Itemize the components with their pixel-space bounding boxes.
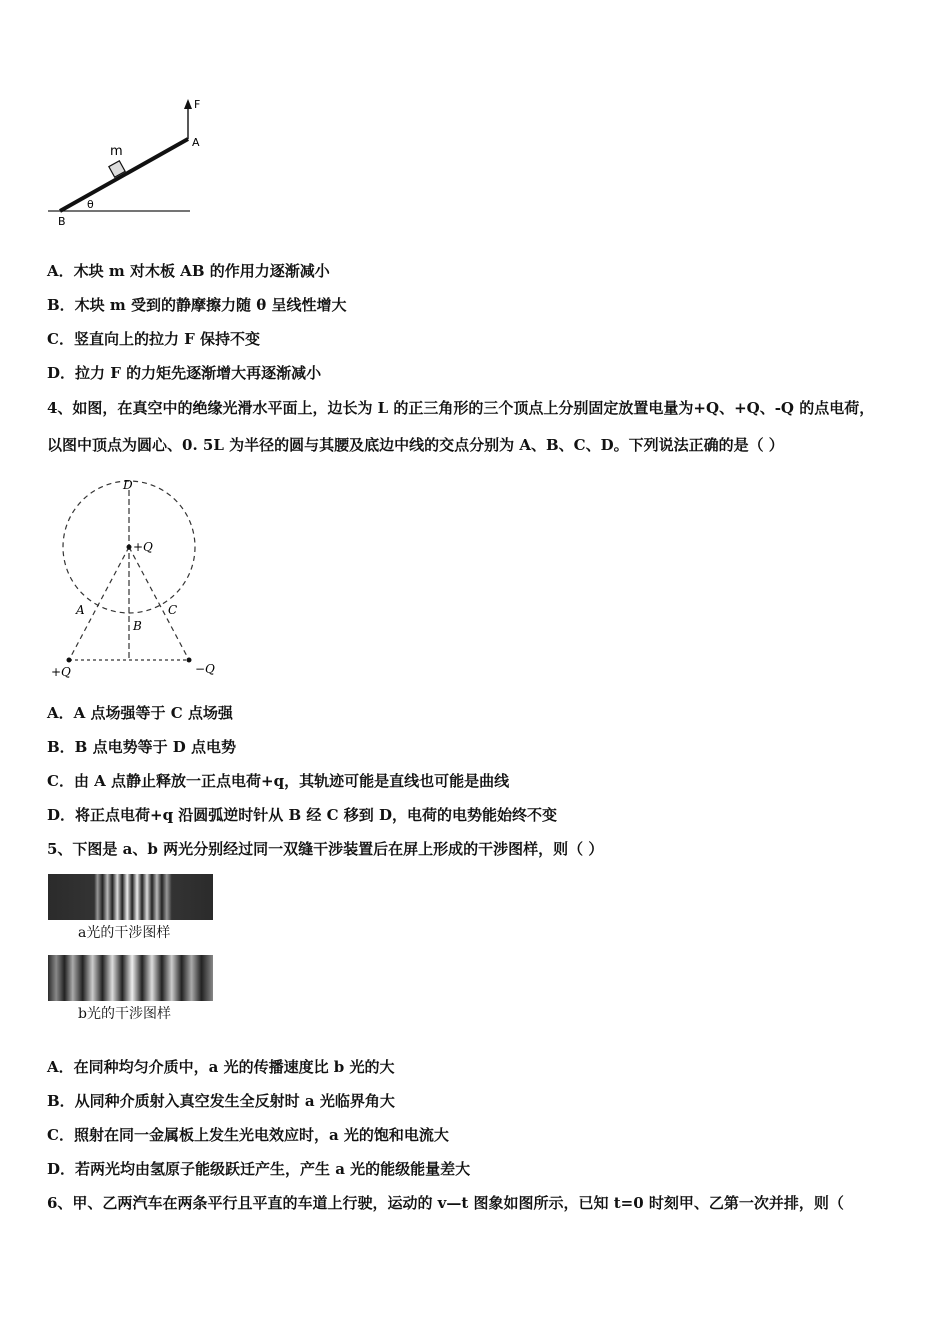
label-B: B — [133, 619, 142, 633]
q4-option-d: D．将正点电荷+q 沿圆弧逆时针从 B 经 C 移到 D，电荷的电势能始终不变 — [47, 806, 558, 824]
incline-label-B: B — [58, 215, 66, 228]
q5-stem: 5、下图是 a、b 两光分别经过同一双缝干涉装置后在屏上形成的干涉图样，则（ ） — [47, 840, 604, 858]
incline-figure — [40, 95, 220, 230]
caption-b: b光的干涉图样 — [78, 1006, 171, 1022]
incline-label-m: m — [110, 144, 123, 159]
interference-b-pattern — [48, 955, 213, 1001]
q3-option-a: A．木块 m 对木板 AB 的作用力逐渐减小 — [47, 262, 330, 280]
incline-label-A: A — [192, 136, 200, 149]
caption-a: a光的干涉图样 — [78, 925, 171, 941]
q5-option-d: D．若两光均由氢原子能级跃迁产生，产生 a 光的能级能量差大 — [47, 1160, 471, 1178]
label-D: D — [123, 478, 133, 492]
q4-stem-line1: 4、如图，在真空中的绝缘光滑水平面上，边长为 L 的正三角形的三个顶点上分别固定放置电量为+Q、+Q、-Q 的点电荷， — [47, 399, 875, 417]
q5-option-a: A．在同种均匀介质中，a 光的传播速度比 b 光的大 — [47, 1058, 395, 1076]
q4-option-a: A．A 点场强等于 C 点场强 — [47, 704, 233, 722]
q5-option-b: B．从同种介质射入真空发生全反射时 a 光临界角大 — [47, 1092, 395, 1110]
q3-option-c: C．竖直向上的拉力 F 保持不变 — [47, 330, 261, 348]
interference-a-pattern — [48, 874, 213, 920]
incline-label-theta: θ — [87, 198, 94, 211]
q4-option-c: C．由 A 点静止释放一正点电荷+q，其轨迹可能是直线也可能是曲线 — [47, 772, 510, 790]
triangle-circle-figure — [45, 475, 225, 685]
q4-option-b: B．B 点电势等于 D 点电势 — [47, 738, 237, 756]
q3-option-d: D．拉力 F 的力矩先逐渐增大再逐渐减小 — [47, 364, 322, 382]
incline-label-F: F — [194, 98, 201, 111]
label-top-charge: +Q — [133, 540, 153, 554]
label-C: C — [168, 603, 178, 617]
q4-stem-line2: 以图中顶点为圆心、0. 5L 为半径的圆与其腰及底边中线的交点分别为 A、B、C、D。下列说法正确的是（ ） — [47, 436, 784, 454]
label-A: A — [76, 603, 85, 617]
q3-option-b: B．木块 m 受到的静摩擦力随 θ 呈线性增大 — [47, 296, 347, 314]
label-left-charge: +Q — [51, 665, 71, 679]
q5-option-c: C．照射在同一金属板上发生光电效应时，a 光的饱和电流大 — [47, 1126, 449, 1144]
q6-stem: 6、甲、乙两汽车在两条平行且平直的车道上行驶，运动的 v—t 图象如图所示，已知 t=0 时刻甲、乙第一次并排，则（ — [47, 1194, 844, 1212]
label-right-charge: −Q — [195, 662, 215, 676]
